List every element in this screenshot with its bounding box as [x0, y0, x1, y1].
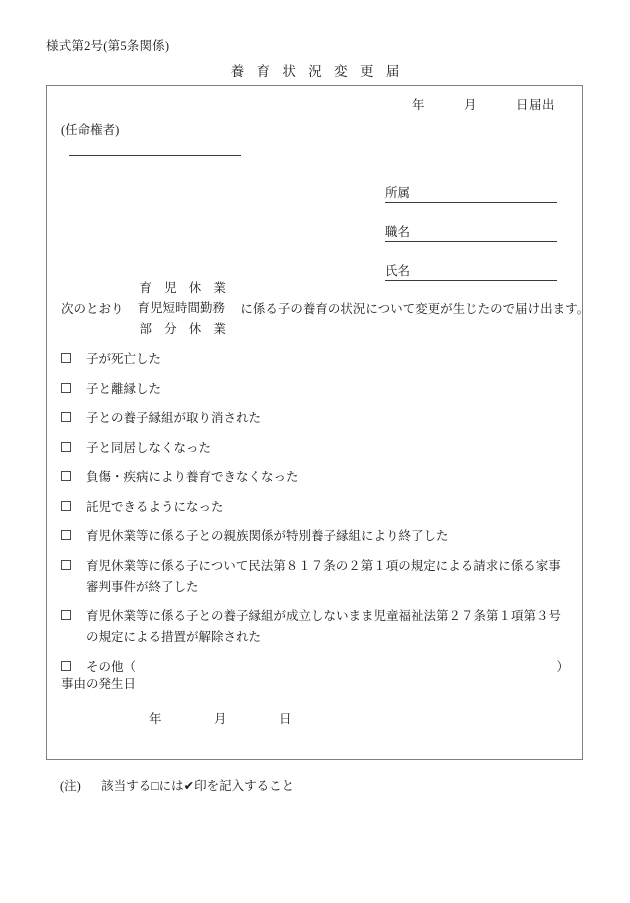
declaration-sentence	[61, 278, 589, 339]
declaration-leave-types	[138, 278, 231, 339]
checkbox-icon[interactable]	[61, 383, 71, 393]
checkbox-icon[interactable]	[61, 610, 71, 620]
reason-label: 育児休業等に係る子について民法第８１７条の２第１項の規定による請求に係る家事審判事件が終了した	[86, 558, 561, 594]
other-close-paren: ）	[556, 659, 569, 674]
declaration-tail: に係る子の養育の状況について変更が生じたので届け出ます。	[240, 302, 590, 317]
reason-label-other	[86, 657, 569, 678]
declaration-lead: 次のとおり	[61, 302, 124, 317]
field-label-name: 氏名	[385, 261, 410, 281]
other-label: その他（	[86, 659, 137, 674]
form-code: 様式第2号(第5条関係)	[46, 39, 170, 53]
reason-item[interactable]	[61, 526, 569, 547]
leave-type-short-time-work: 育児短時間勤務	[137, 301, 226, 316]
checkbox-icon[interactable]	[61, 530, 71, 540]
reason-label: 子と同居しなくなった	[86, 440, 212, 455]
reason-item[interactable]	[61, 467, 569, 488]
field-job-title	[385, 222, 557, 242]
reason-label: 子が死亡した	[86, 352, 162, 366]
leave-type-partial-leave: 部 分 休 業	[139, 321, 231, 336]
reason-item[interactable]	[61, 349, 569, 370]
footnote-marker: (注)	[60, 779, 81, 793]
footnote-text: 該当する□には✔印を記入すること	[101, 779, 295, 793]
reason-item[interactable]	[61, 497, 569, 518]
occurrence-date-label: 事由の発生日	[61, 677, 137, 691]
appointer-write-line[interactable]	[69, 155, 241, 156]
reason-item[interactable]	[61, 379, 569, 400]
reason-label: 子との養子縁組が取り消された	[86, 411, 262, 425]
footnote	[60, 776, 294, 794]
reason-item[interactable]	[61, 606, 569, 648]
reason-label: 子と離縁した	[86, 381, 162, 396]
reason-item[interactable]	[61, 438, 569, 459]
field-input-job-title[interactable]	[410, 226, 557, 242]
field-affiliation	[385, 183, 557, 203]
field-label-affiliation: 所属	[385, 183, 410, 203]
reason-item[interactable]	[61, 408, 569, 429]
reason-item-other[interactable]	[61, 657, 569, 678]
reason-label: 託児できるようになった	[86, 499, 224, 514]
form-frame	[46, 85, 590, 760]
checkbox-icon[interactable]	[61, 442, 71, 452]
checkbox-icon[interactable]	[61, 501, 71, 511]
reason-checkbox-list	[61, 349, 569, 686]
leave-type-childcare-leave: 育 児 休 業	[139, 281, 231, 295]
checkbox-icon[interactable]	[61, 353, 71, 363]
checkbox-icon[interactable]	[61, 661, 71, 671]
checkbox-icon[interactable]	[61, 471, 71, 481]
reason-label: 育児休業等に係る子との親族関係が特別養子縁組により終了した	[86, 529, 449, 543]
document-title: 養 育 状 況 変 更 届	[230, 64, 404, 79]
checkbox-icon[interactable]	[61, 412, 71, 422]
reason-label: 負傷・疾病により養育できなくなった	[86, 470, 299, 484]
appointer-label: (任命権者)	[61, 123, 120, 137]
submission-date-line: 年 月 日届出	[411, 98, 555, 112]
reason-item[interactable]	[61, 556, 569, 598]
field-input-affiliation[interactable]	[410, 187, 557, 203]
reason-label: 育児休業等に係る子との養子縁組が成立しないまま児童福祉法第２７条第１項第３号の規定による措置が解除された	[86, 609, 562, 644]
field-label-job-title: 職名	[385, 222, 410, 242]
occurrence-date-line: 年 月 日	[149, 712, 293, 726]
checkbox-icon[interactable]	[61, 560, 71, 570]
